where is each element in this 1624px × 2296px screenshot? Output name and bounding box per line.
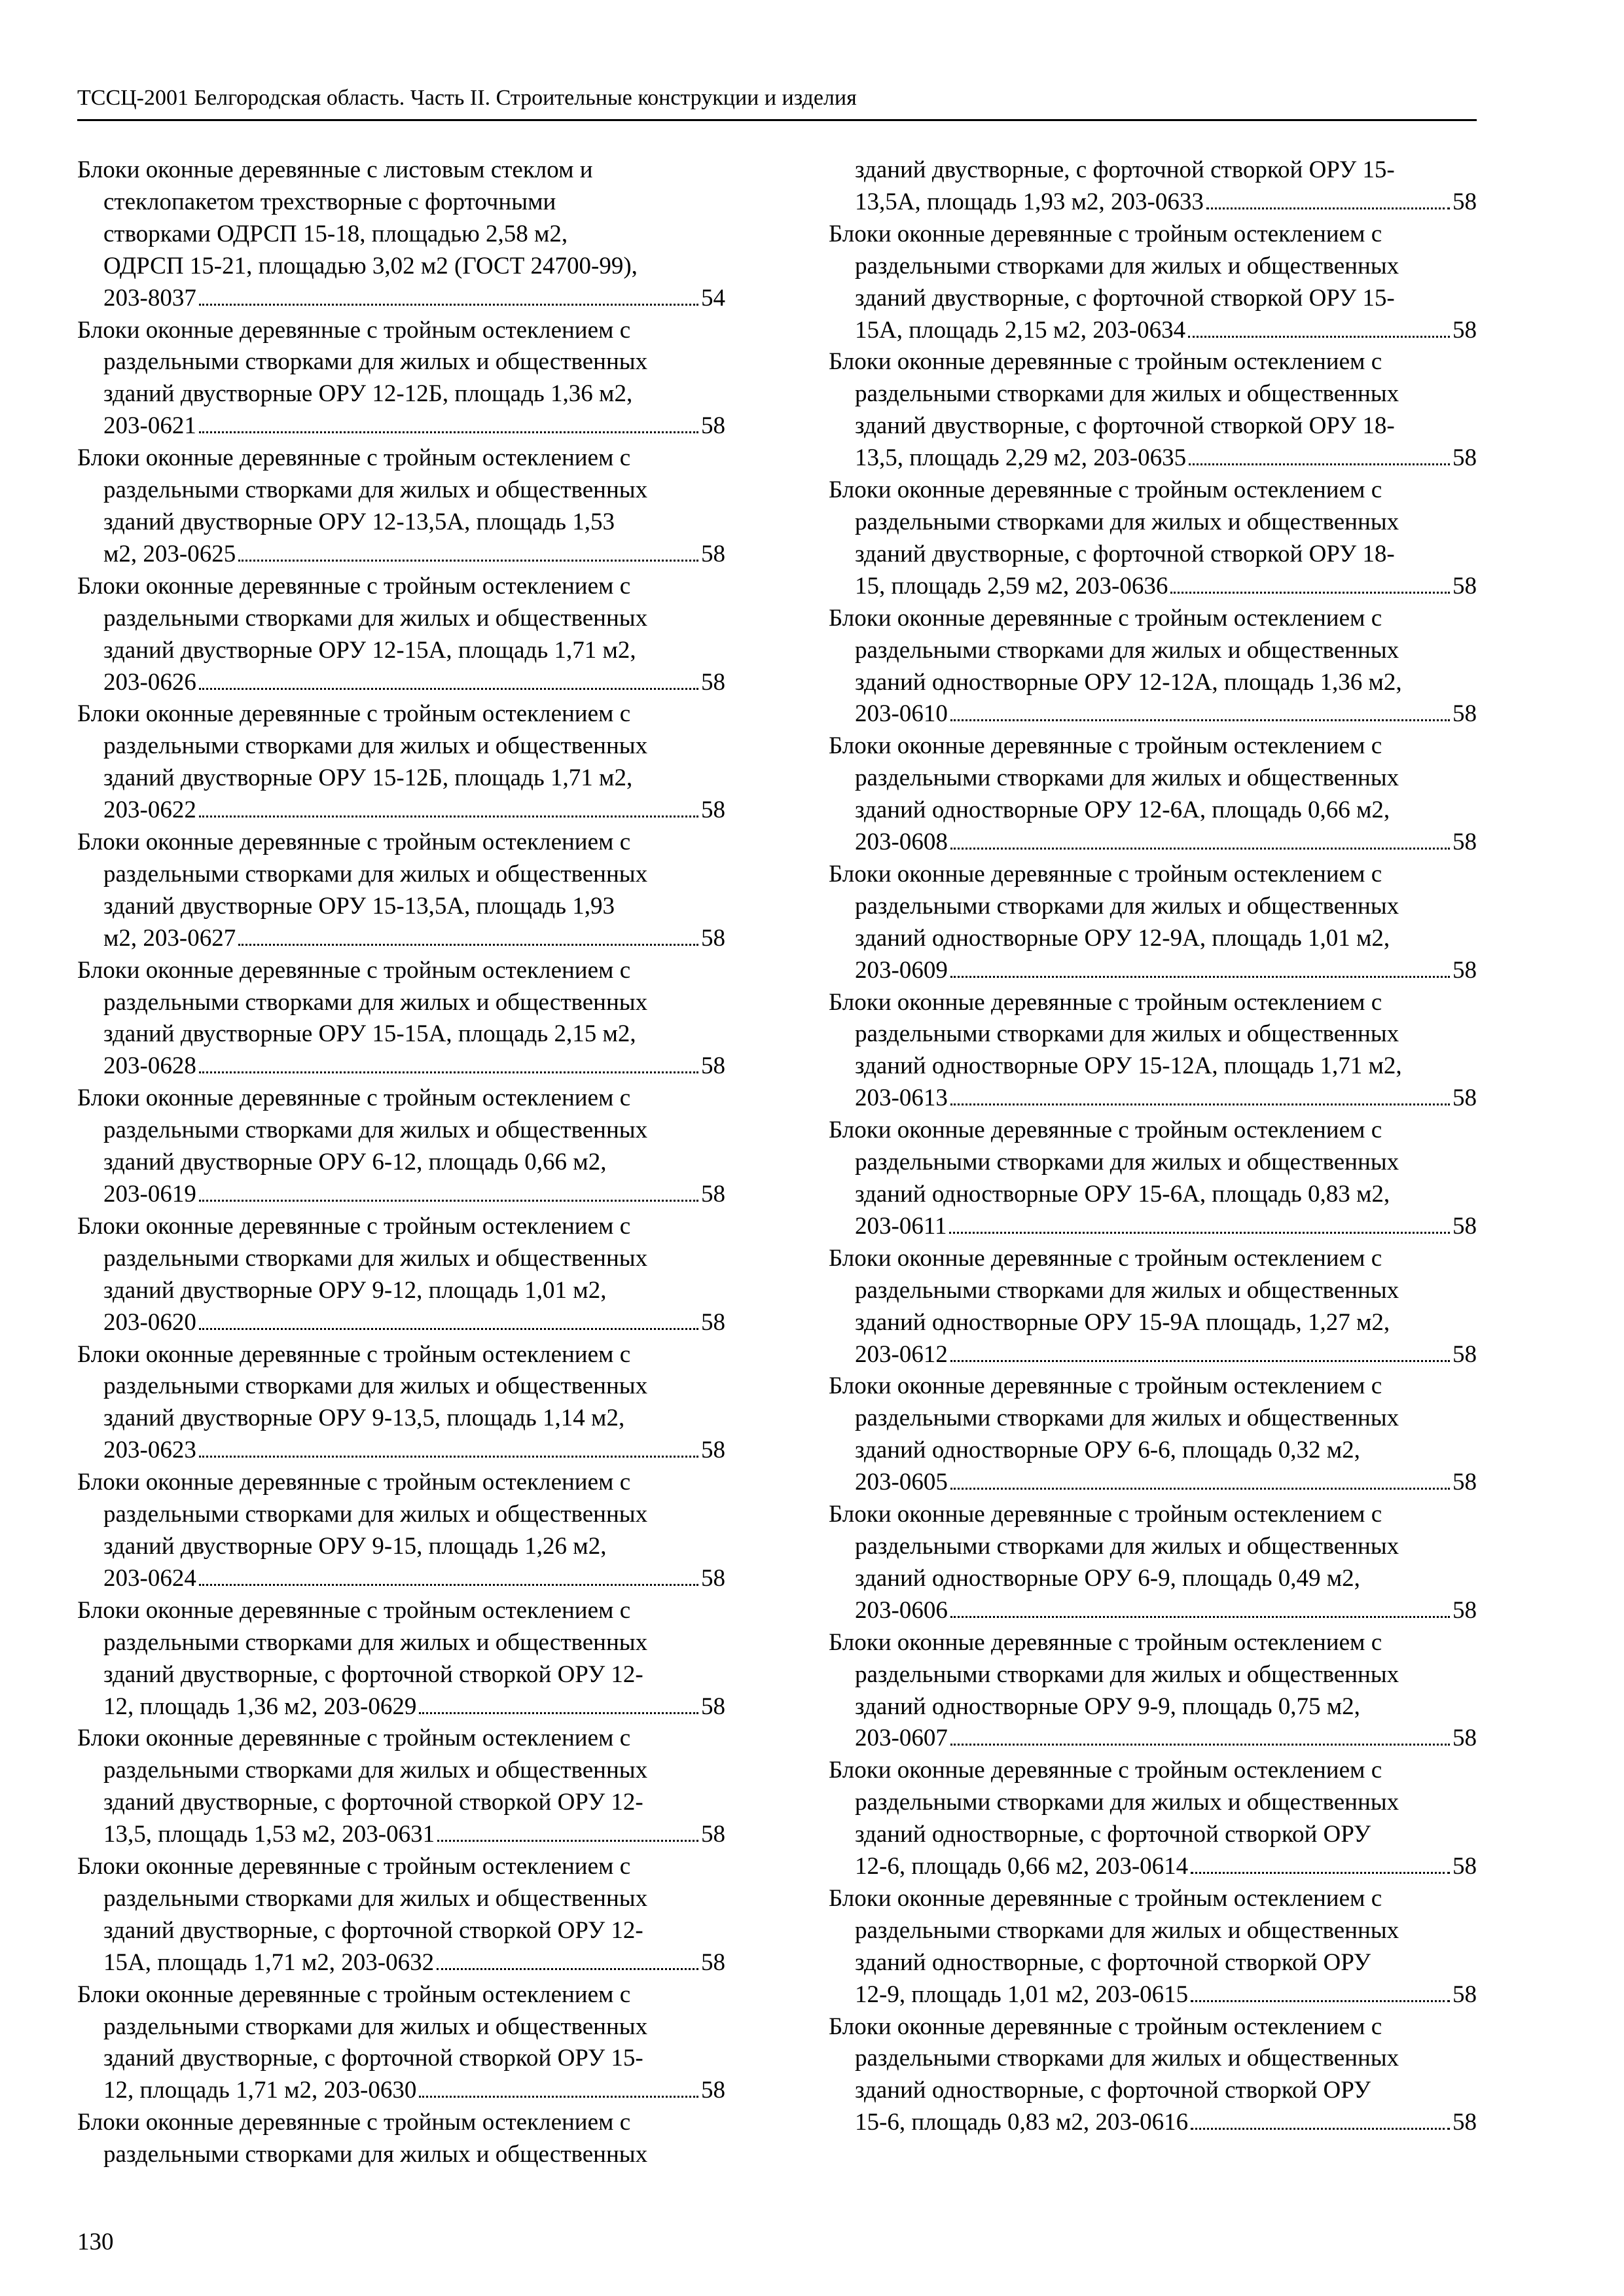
index-entry-line: Блоки оконные деревянные с тройным остеклением с <box>77 444 631 472</box>
index-entry-line: Блоки оконные деревянные с тройным остеклением с <box>829 860 1382 888</box>
index-entry <box>77 442 725 571</box>
index-entry-line: раздельными створками для жилых и общественных <box>103 1244 648 1272</box>
index-column-right <box>829 154 1477 2139</box>
index-entry-code: 203-0609 <box>855 955 950 987</box>
index-entry-line: зданий двустворные ОРУ 15-12Б, площадь 1,71 м2, <box>103 764 633 792</box>
index-entry <box>77 1211 725 1339</box>
index-entry-code: 12-6, площадь 0,66 м2, 203-0614 <box>855 1851 1191 1883</box>
index-entry-line: раздельными створками для жилых и общественных <box>103 1757 648 1784</box>
index-entry <box>829 154 1477 219</box>
index-entry-line: раздельными створками для жилых и общественных <box>103 1117 648 1144</box>
dot-leader <box>199 1584 698 1586</box>
index-entry <box>829 1371 1477 1499</box>
index-entry <box>829 1499 1477 1627</box>
index-entry-last-line <box>829 1211 1477 1243</box>
index-entry <box>829 730 1477 859</box>
dot-leader <box>1188 336 1450 338</box>
index-entry-last-line <box>829 1339 1477 1371</box>
dot-leader <box>950 1616 1450 1618</box>
index-entry-line: Блоки оконные деревянные с тройным остеклением с <box>829 2013 1382 2040</box>
index-entry-last-line <box>829 1723 1477 1755</box>
dot-leader <box>1191 2000 1450 2002</box>
index-entry-line: раздельными створками для жилых и общественных <box>855 2045 1399 2072</box>
index-entry-line: зданий двустворные ОРУ 12-13,5А, площадь 1,53 <box>103 508 615 535</box>
index-entry-page: 58 <box>701 924 725 952</box>
index-entry-last-line <box>829 2107 1477 2139</box>
index-entry-last-line <box>77 2075 725 2107</box>
index-entry-line: Блоки оконные деревянные с тройным остеклением с <box>829 220 1382 247</box>
dot-leader <box>1191 2128 1450 2130</box>
dot-leader <box>950 1103 1450 1105</box>
index-entry-code: 203-0626 <box>103 667 199 699</box>
index-entry-page: 58 <box>701 1948 725 1976</box>
index-entry-page: 58 <box>701 1437 725 1464</box>
index-entry-line: зданий одностворные ОРУ 12-12А, площадь 1,36 м2, <box>855 668 1402 696</box>
index-entry-code: 203-8037 <box>103 283 199 315</box>
index-entry-last-line <box>77 1435 725 1467</box>
index-entry-page: 58 <box>1453 188 1477 215</box>
index-entry-page: 58 <box>1453 316 1477 344</box>
index-entry-line: Блоки оконные деревянные с тройным остеклением с <box>77 1853 631 1880</box>
index-column-left <box>77 154 725 2171</box>
index-entry-last-line <box>77 1691 725 1723</box>
index-entry-line: зданий одностворные ОРУ 9-9, площадь 0,75 м2, <box>855 1693 1360 1720</box>
index-entry <box>77 2107 725 2171</box>
index-entry <box>829 475 1477 603</box>
index-entry <box>77 827 725 955</box>
index-entry-last-line <box>829 1083 1477 1115</box>
index-entry <box>829 2011 1477 2140</box>
dot-leader <box>1189 463 1450 465</box>
index-entry-code: 12, площадь 1,36 м2, 203-0629 <box>103 1691 419 1723</box>
index-entry-line: зданий двустворные ОРУ 9-13,5, площадь 1,14 м2, <box>103 1405 625 1432</box>
index-entry-line: раздельными створками для жилых и общественных <box>855 764 1399 792</box>
page-number: 130 <box>77 2229 114 2255</box>
index-entry-line: Блоки оконные деревянные с тройным остеклением с <box>829 1628 1382 1656</box>
index-entry-page: 58 <box>701 540 725 567</box>
index-entry-line: Блоки оконные деревянные с тройным остеклением с <box>77 572 631 600</box>
index-entry-line: Блоки оконные деревянные с тройным остеклением с <box>829 1884 1382 1912</box>
dot-leader <box>238 560 698 562</box>
index-entry-code: 203-0628 <box>103 1050 199 1083</box>
index-entry-line: стеклопакетом трехстворные с форточными <box>103 188 556 215</box>
index-entry-line: створками ОДРСП 15-18, площадью 2,58 м2, <box>103 220 568 247</box>
index-entry-line: раздельными створками для жилых и общественных <box>103 1501 648 1528</box>
index-entry-page: 58 <box>701 412 725 440</box>
index-entry-page: 58 <box>1453 1596 1477 1624</box>
index-entry-line: зданий двустворные ОРУ 9-12, площадь 1,01 м2, <box>103 1276 607 1304</box>
index-entry-line: Блоки оконные деревянные с тройным остеклением с <box>829 604 1382 632</box>
index-entry <box>829 603 1477 731</box>
index-entry-line: зданий двустворные, с форточной створкой ОРУ 15- <box>855 156 1395 183</box>
index-entry-line: зданий двустворные, с форточной створкой ОРУ 15- <box>103 2045 643 2072</box>
index-entry-line: раздельными створками для жилых и общественных <box>855 252 1399 279</box>
index-entry-line: раздельными створками для жилых и общественных <box>855 636 1399 664</box>
dot-leader <box>199 304 698 306</box>
index-entry-line: зданий одностворные, с форточной створкой ОРУ <box>855 1948 1371 1976</box>
index-entry-last-line <box>829 315 1477 347</box>
dot-leader <box>199 1200 698 1202</box>
index-entry-line: раздельными створками для жилых и общественных <box>103 2141 648 2168</box>
index-entry-line: раздельными створками для жилых и общественных <box>855 1020 1399 1048</box>
index-entry-page: 58 <box>1453 1853 1477 1880</box>
index-entry <box>829 219 1477 347</box>
dot-leader <box>950 1488 1450 1490</box>
dot-leader <box>199 1071 698 1073</box>
dot-leader <box>950 719 1450 721</box>
index-entry-page: 58 <box>701 1181 725 1208</box>
index-entry-code: 203-0621 <box>103 410 199 442</box>
index-entry-page: 58 <box>701 1564 725 1592</box>
index-entry-line: зданий одностворные ОРУ 12-6А, площадь 0,66 м2, <box>855 797 1390 824</box>
index-entry <box>77 571 725 699</box>
index-entry-last-line <box>77 1050 725 1083</box>
index-entry-line: зданий двустворные, с форточной створкой ОРУ 12- <box>103 1660 643 1688</box>
index-entry-code: 203-0610 <box>855 698 950 730</box>
index-entry-page: 58 <box>701 797 725 824</box>
index-entry-last-line <box>829 187 1477 219</box>
index-entry-line: зданий одностворные ОРУ 15-9А площадь, 1,27 м2, <box>855 1308 1390 1336</box>
index-entry <box>77 1979 725 2108</box>
index-entry-code: 203-0612 <box>855 1339 950 1371</box>
index-entry-line: зданий одностворные ОРУ 12-9А, площадь 1,01 м2, <box>855 924 1390 952</box>
index-entry-page: 58 <box>1453 444 1477 472</box>
index-entry-line: раздельными створками для жилых и общественных <box>103 1884 648 1912</box>
index-entry <box>77 1595 725 1723</box>
index-entry <box>829 1115 1477 1243</box>
index-entry-page: 58 <box>701 1052 725 1080</box>
index-entry-code: 203-0607 <box>855 1723 950 1755</box>
index-entry-code: м2, 203-0625 <box>103 539 238 571</box>
index-entry-line: зданий двустворные ОРУ 9-15, площадь 1,26 м2, <box>103 1532 607 1560</box>
index-entry-page: 58 <box>1453 1085 1477 1112</box>
dot-leader <box>199 1328 698 1330</box>
index-entry-line: Блоки оконные деревянные с тройным остеклением с <box>77 316 631 344</box>
index-entry-line: Блоки оконные деревянные с тройным остеклением с <box>77 1212 631 1240</box>
index-entry-last-line <box>77 1179 725 1211</box>
index-entry-last-line <box>77 1947 725 1979</box>
index-entry-last-line <box>829 571 1477 603</box>
index-entry-page: 58 <box>701 668 725 696</box>
index-entry-line: раздельными створками для жилых и общественных <box>855 1276 1399 1304</box>
index-entry-line: зданий одностворные, с форточной створкой ОРУ <box>855 2077 1371 2104</box>
index-entry-last-line <box>77 1819 725 1851</box>
index-entry-line: раздельными створками для жилых и общественных <box>103 348 648 376</box>
index-entry-code: 203-0624 <box>103 1563 199 1595</box>
index-entry-code: 12, площадь 1,71 м2, 203-0630 <box>103 2075 419 2107</box>
index-entry-line: зданий двустворные, с форточной створкой ОРУ 15- <box>855 284 1395 312</box>
index-entry-line: раздельными створками для жилых и общественных <box>855 892 1399 920</box>
index-entry-line: раздельными створками для жилых и общественных <box>855 1532 1399 1560</box>
index-entry-line: раздельными створками для жилых и общественных <box>103 860 648 888</box>
index-entry-page: 58 <box>701 2077 725 2104</box>
index-entry-page: 58 <box>1453 700 1477 728</box>
dot-leader <box>950 976 1450 978</box>
dot-leader <box>1191 1872 1450 1874</box>
index-entry <box>829 1243 1477 1371</box>
index-entry-page: 58 <box>1453 956 1477 984</box>
index-entry-page: 58 <box>1453 1212 1477 1240</box>
index-entry-line: раздельными створками для жилых и общественных <box>103 604 648 632</box>
index-entry <box>829 1627 1477 1755</box>
index-entry-line: Блоки оконные деревянные с тройным остеклением с <box>77 829 631 856</box>
dot-leader <box>199 1456 698 1458</box>
index-entry-code: 15, площадь 2,59 м2, 203-0636 <box>855 571 1170 603</box>
index-entry-last-line <box>77 1563 725 1595</box>
index-entry-line: раздельными створками для жилых и общественных <box>855 508 1399 535</box>
index-entry-line: раздельными створками для жилых и общественных <box>103 988 648 1016</box>
index-entry-line: раздельными створками для жилых и общественных <box>855 1789 1399 1816</box>
index-entry-page: 58 <box>701 1821 725 1848</box>
index-entry-code: 203-0613 <box>855 1083 950 1115</box>
index-entry-last-line <box>829 698 1477 730</box>
index-entry <box>77 955 725 1083</box>
index-entry-line: Блоки оконные деревянные с тройным остеклением с <box>77 700 631 728</box>
index-entry-code: 203-0619 <box>103 1179 199 1211</box>
index-entry-line: раздельными створками для жилых и общественных <box>855 380 1399 408</box>
index-entry-code: м2, 203-0627 <box>103 923 238 955</box>
index-entry-code: 203-0620 <box>103 1307 199 1339</box>
running-header: ТССЦ-2001 Белгородская область. Часть II. Строительные конструкции и изделия <box>77 84 1477 121</box>
index-entry-line: Блоки оконные деревянные с тройным остеклением с <box>829 1372 1382 1400</box>
index-entry-page: 58 <box>1453 1725 1477 1752</box>
index-entry <box>829 1883 1477 2011</box>
index-entry-code: 203-0608 <box>855 827 950 859</box>
dot-leader <box>1206 207 1450 209</box>
index-entry-line: зданий одностворные ОРУ 6-9, площадь 0,49 м2, <box>855 1564 1360 1592</box>
dot-leader <box>437 1840 698 1842</box>
index-entry-page: 58 <box>1453 2109 1477 2136</box>
index-entry-line: раздельными створками для жилых и общественных <box>103 732 648 760</box>
index-entry <box>77 698 725 827</box>
dot-leader <box>949 1232 1450 1234</box>
index-entry-line: раздельными створками для жилых и общественных <box>855 1916 1399 1944</box>
index-entry-line: Блоки оконные деревянные с тройным остеклением с <box>77 956 631 984</box>
index-entry-line: Блоки оконные деревянные с тройным остеклением с <box>77 1469 631 1496</box>
index-entry-last-line <box>77 795 725 827</box>
dot-leader <box>419 1712 698 1714</box>
index-entry-line: ОДРСП 15-21, площадью 3,02 м2 (ГОСТ 24700-99), <box>103 252 638 279</box>
dot-leader <box>950 1744 1450 1746</box>
index-entry <box>77 154 725 315</box>
index-entry-page: 54 <box>701 284 725 312</box>
index-entry-code: 203-0623 <box>103 1435 199 1467</box>
index-entry-last-line <box>829 1595 1477 1627</box>
index-entry-line: зданий двустворные ОРУ 15-13,5А, площадь 1,93 <box>103 892 615 920</box>
index-entry-line: Блоки оконные деревянные с тройным остеклением с <box>829 1244 1382 1272</box>
index-entry-line: Блоки оконные деревянные с тройным остеклением с <box>77 1981 631 2008</box>
index-entry-code: 203-0606 <box>855 1595 950 1627</box>
index-entry-line: Блоки оконные деревянные с тройным остеклением с <box>77 1085 631 1112</box>
index-entry-last-line <box>77 667 725 699</box>
index-entry-line: зданий одностворные ОРУ 15-12А, площадь 1,71 м2, <box>855 1052 1402 1080</box>
index-entry-line: раздельными створками для жилых и общественных <box>103 1372 648 1400</box>
index-entry-code: 15А, площадь 1,71 м2, 203-0632 <box>103 1947 437 1979</box>
index-entry-line: зданий двустворные, с форточной створкой ОРУ 18- <box>855 412 1395 440</box>
index-entry-last-line <box>829 1467 1477 1499</box>
index-entry-last-line <box>829 955 1477 987</box>
index-entry-last-line <box>77 1307 725 1339</box>
index-entry-line: Блоки оконные деревянные с тройным остеклением с <box>829 988 1382 1016</box>
index-entry-line: Блоки оконные деревянные с тройным остеклением с <box>829 1501 1382 1528</box>
index-entry-last-line <box>77 923 725 955</box>
index-entry-last-line <box>77 410 725 442</box>
index-entry-code: 15-6, площадь 0,83 м2, 203-0616 <box>855 2107 1191 2139</box>
index-entry-last-line <box>77 539 725 571</box>
dot-leader <box>1170 592 1450 594</box>
index-entry <box>829 859 1477 987</box>
dot-leader <box>199 688 698 690</box>
index-entry-line: зданий двустворные ОРУ 12-12Б, площадь 1,36 м2, <box>103 380 633 408</box>
index-entry-code: 12-9, площадь 1,01 м2, 203-0615 <box>855 1979 1191 2011</box>
index-entry-line: Блоки оконные деревянные с тройным остеклением с <box>77 1340 631 1368</box>
index-entry-line: зданий одностворные ОРУ 6-6, площадь 0,32 м2, <box>855 1437 1360 1464</box>
index-entry-page: 58 <box>1453 1981 1477 2008</box>
index-entry-line: зданий одностворные, с форточной створкой ОРУ <box>855 1821 1371 1848</box>
index-entry-page: 58 <box>1453 572 1477 600</box>
index-entry-last-line <box>829 827 1477 859</box>
index-entry-line: Блоки оконные деревянные с тройным остеклением с <box>77 2109 631 2136</box>
index-entry-last-line <box>829 442 1477 475</box>
index-entry-page: 58 <box>1453 1340 1477 1368</box>
index-entry-line: раздельными створками для жилых и общественных <box>103 476 648 504</box>
index-entry <box>829 987 1477 1115</box>
index-entry <box>77 1851 725 1979</box>
index-entry-code: 13,5, площадь 2,29 м2, 203-0635 <box>855 442 1189 475</box>
index-entry-code: 203-0605 <box>855 1467 950 1499</box>
index-entry-line: Блоки оконные деревянные с тройным остеклением с <box>77 1725 631 1752</box>
index-entry-line: зданий двустворные ОРУ 15-15А, площадь 2,15 м2, <box>103 1020 636 1048</box>
index-entry-page: 58 <box>701 1693 725 1720</box>
index-entry-line: Блоки оконные деревянные с тройным остеклением с <box>77 1596 631 1624</box>
index-entry-line: Блоки оконные деревянные с листовым стеклом и <box>77 156 593 183</box>
index-entry-line: зданий одностворные ОРУ 15-6А, площадь 0,83 м2, <box>855 1181 1390 1208</box>
index-entry-code: 203-0611 <box>855 1211 949 1243</box>
index-entry-line: зданий двустворные, с форточной створкой ОРУ 12- <box>103 1916 643 1944</box>
index-entry-line: зданий двустворные ОРУ 12-15А, площадь 1,71 м2, <box>103 636 636 664</box>
index-entry-page: 58 <box>1453 829 1477 856</box>
index-entry-line: Блоки оконные деревянные с тройным остеклением с <box>829 476 1382 504</box>
index-entry-last-line <box>829 1979 1477 2011</box>
index-entry-line: зданий двустворные, с форточной створкой ОРУ 18- <box>855 540 1395 567</box>
dot-leader <box>437 1968 698 1970</box>
index-entry <box>829 1755 1477 1883</box>
index-entry-line: Блоки оконные деревянные с тройным остеклением с <box>829 1117 1382 1144</box>
index-entry <box>829 346 1477 475</box>
index-entry-code: 13,5, площадь 1,53 м2, 203-0631 <box>103 1819 437 1851</box>
index-entry-line: раздельными створками для жилых и общественных <box>103 2013 648 2040</box>
index-entry-line: раздельными створками для жилых и общественных <box>855 1660 1399 1688</box>
index-entry <box>77 1723 725 1851</box>
index-entry-line: зданий двустворные, с форточной створкой ОРУ 12- <box>103 1789 643 1816</box>
index-entry-page: 58 <box>701 1308 725 1336</box>
index-entry <box>77 1083 725 1211</box>
dot-leader <box>419 2096 698 2098</box>
index-entry-code: 13,5А, площадь 1,93 м2, 203-0633 <box>855 187 1206 219</box>
dot-leader <box>199 816 698 817</box>
index-entry-last-line <box>829 1851 1477 1883</box>
index-entry-last-line <box>77 283 725 315</box>
index-entry-code: 15А, площадь 2,15 м2, 203-0634 <box>855 315 1188 347</box>
index-entry-line: раздельными створками для жилых и общественных <box>855 1149 1399 1176</box>
dot-leader <box>950 1360 1450 1362</box>
index-entry-code: 203-0622 <box>103 795 199 827</box>
dot-leader <box>199 431 698 433</box>
dot-leader <box>950 848 1450 850</box>
index-entry-line: зданий двустворные ОРУ 6-12, площадь 0,66 м2, <box>103 1149 607 1176</box>
index-entry <box>77 1467 725 1595</box>
index-entry <box>77 315 725 443</box>
index-entry-line: Блоки оконные деревянные с тройным остеклением с <box>829 732 1382 760</box>
index-entry <box>77 1339 725 1467</box>
dot-leader <box>238 944 698 946</box>
index-entry-line: раздельными створками для жилых и общественных <box>855 1405 1399 1432</box>
index-entry-page: 58 <box>1453 1469 1477 1496</box>
index-entry-line: Блоки оконные деревянные с тройным остеклением с <box>829 1757 1382 1784</box>
index-entry-line: раздельными створками для жилых и общественных <box>103 1628 648 1656</box>
index-entry-line: Блоки оконные деревянные с тройным остеклением с <box>829 348 1382 376</box>
